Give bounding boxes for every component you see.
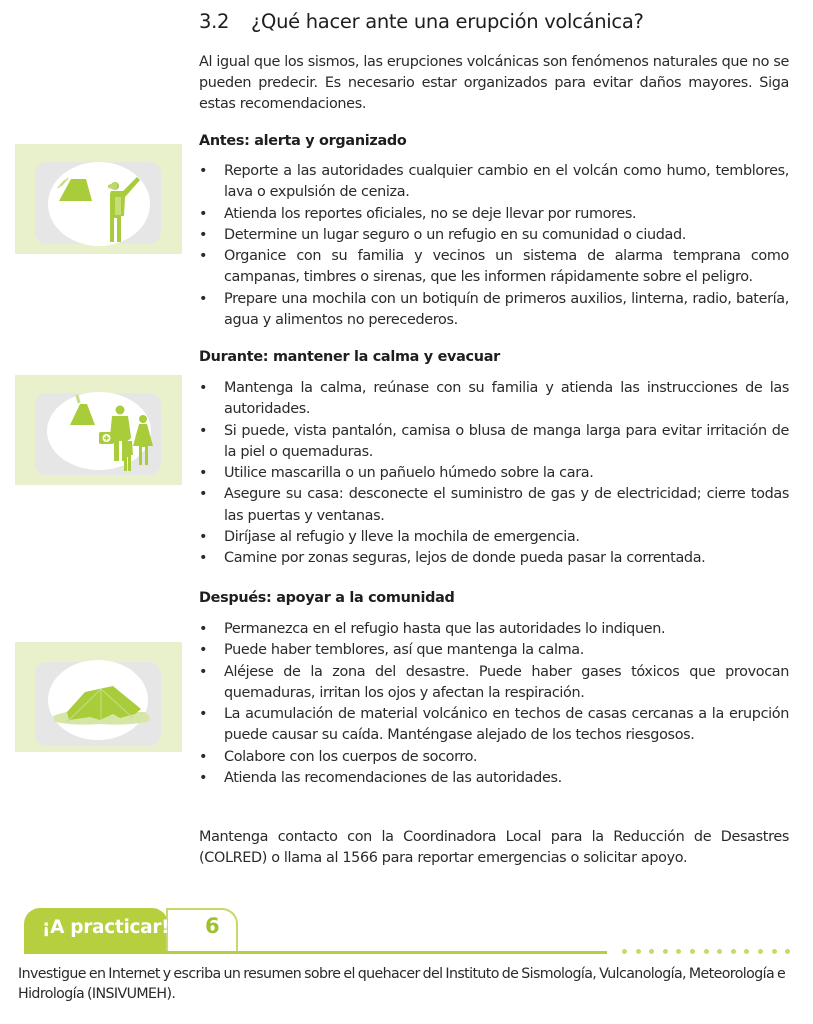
list-item: • Camine por zonas seguras, lejos de donde pueda pasar la correntada. — [199, 548, 789, 569]
family-evacuating-volcano-icon — [15, 375, 182, 485]
practice-label: ¡A practicar! — [42, 917, 170, 938]
list-item: • Aléjese de la zona del desastre. Puede haber gases tóxicos que provocan quemaduras, irritan los ojos y afectan la respiración. — [199, 663, 789, 701]
bullet-icon: • — [199, 706, 208, 723]
bullet-icon: • — [199, 529, 208, 546]
bullet-icon: • — [199, 290, 208, 307]
list-item: • Permanezca en el refugio hasta que las autoridades lo indiquen. — [199, 619, 789, 640]
antes-illustration — [15, 144, 182, 254]
list-item: • La acumulación de material volcánico en techos de casas cercanas a la erupción puede causar su caída. Manténgase alejado de los techos riesgosos. — [199, 706, 789, 744]
bullet-icon: • — [199, 163, 208, 179]
list-item: • Atienda los reportes oficiales, no se deje llevar por rumores. — [199, 204, 789, 225]
bullet-icon: • — [199, 642, 208, 659]
practice-divider — [24, 951, 607, 954]
list-item: • Mantenga la calma, reúnase con su familia y atienda las instrucciones de las autoridades. — [199, 380, 789, 418]
closing-paragraph: Mantenga contacto con la Coordinadora Local para la Reducción de Desastres (COLRED) o llama al 1566 para reportar emergencias o solicitar apoyo. — [199, 829, 789, 866]
bullet-icon: • — [199, 422, 208, 439]
list-item: • Colabore con los cuerpos de socorro. — [199, 747, 789, 768]
list-item: • Puede haber temblores, así que mantenga la calma. — [199, 640, 789, 661]
antes-list — [199, 161, 789, 331]
bullet-icon: • — [199, 248, 208, 265]
practice-number-box — [166, 908, 238, 952]
bullet-icon: • — [199, 550, 208, 567]
bullet-icon: • — [199, 663, 208, 680]
list-item: • Utilice mascarilla o un pañuelo húmedo sobre la cara. — [199, 463, 789, 484]
intro-paragraph: Al igual que los sismos, las erupciones volcánicas son fenómenos naturales que no se pueden predecir. Es necesario estar organizados para evitar daños mayores. Siga estas recomendaciones. — [199, 54, 789, 112]
bullet-icon: • — [199, 226, 208, 243]
list-item: • Asegure su casa: desconecte el suministro de gas y de electricidad; cierre todas las puertas y ventanas. — [199, 486, 789, 524]
bullet-icon: • — [199, 380, 208, 396]
bullet-icon: • — [199, 748, 208, 765]
section-title-text: ¿Qué hacer ante una erupción volcánica? — [251, 10, 644, 33]
despues-illustration — [15, 642, 182, 752]
list-item: • Si puede, vista pantalón, camisa o blusa de manga larga para evitar irritación de la piel o quemaduras. — [199, 422, 789, 460]
practice-text: Investigue en Internet y escriba un resumen sobre el quehacer del Instituto de Sismología, Vulcanología, Meteorología e Hidrología (INSIVUMEH). — [18, 966, 786, 1002]
durante-illustration — [15, 375, 182, 485]
durante-heading: Durante: mantener la calma y evacuar — [199, 349, 500, 365]
list-item: • Diríjase al refugio y lleve la mochila de emergencia. — [199, 527, 789, 548]
list-item: • Determine un lugar seguro o un refugio en su comunidad o ciudad. — [199, 225, 789, 246]
bullet-icon: • — [199, 621, 208, 637]
bullet-icon: • — [199, 205, 208, 222]
durante-list — [199, 378, 789, 570]
despues-heading: Después: apoyar a la comunidad — [199, 590, 455, 606]
despues-list — [199, 619, 789, 789]
person-megaphone-volcano-icon — [15, 144, 182, 254]
list-item: • Organice con su familia y vecinos un sistema de alarma temprana como campanas, timbres o sirenas, que les informen rápidamente sobre el peligro. — [199, 248, 789, 286]
section-number: 3.2 — [199, 10, 230, 33]
shelter-tent-icon — [15, 642, 182, 752]
list-item: • Prepare una mochila con un botiquín de primeros auxilios, linterna, radio, batería, agua y alimentos no perecederos. — [199, 290, 789, 329]
practice-number: 6 — [205, 914, 220, 938]
list-item: • Atienda las recomendaciones de las autoridades. — [199, 768, 789, 789]
antes-heading: Antes: alerta y organizado — [199, 133, 407, 149]
dotted-divider — [619, 949, 799, 957]
bullet-icon: • — [199, 486, 208, 503]
section-title — [199, 10, 644, 33]
list-item: • Reporte a las autoridades cualquier cambio en el volcán como humo, temblores, lava o expulsión de ceniza. — [199, 163, 789, 201]
bullet-icon: • — [199, 770, 208, 787]
bullet-icon: • — [199, 465, 208, 482]
